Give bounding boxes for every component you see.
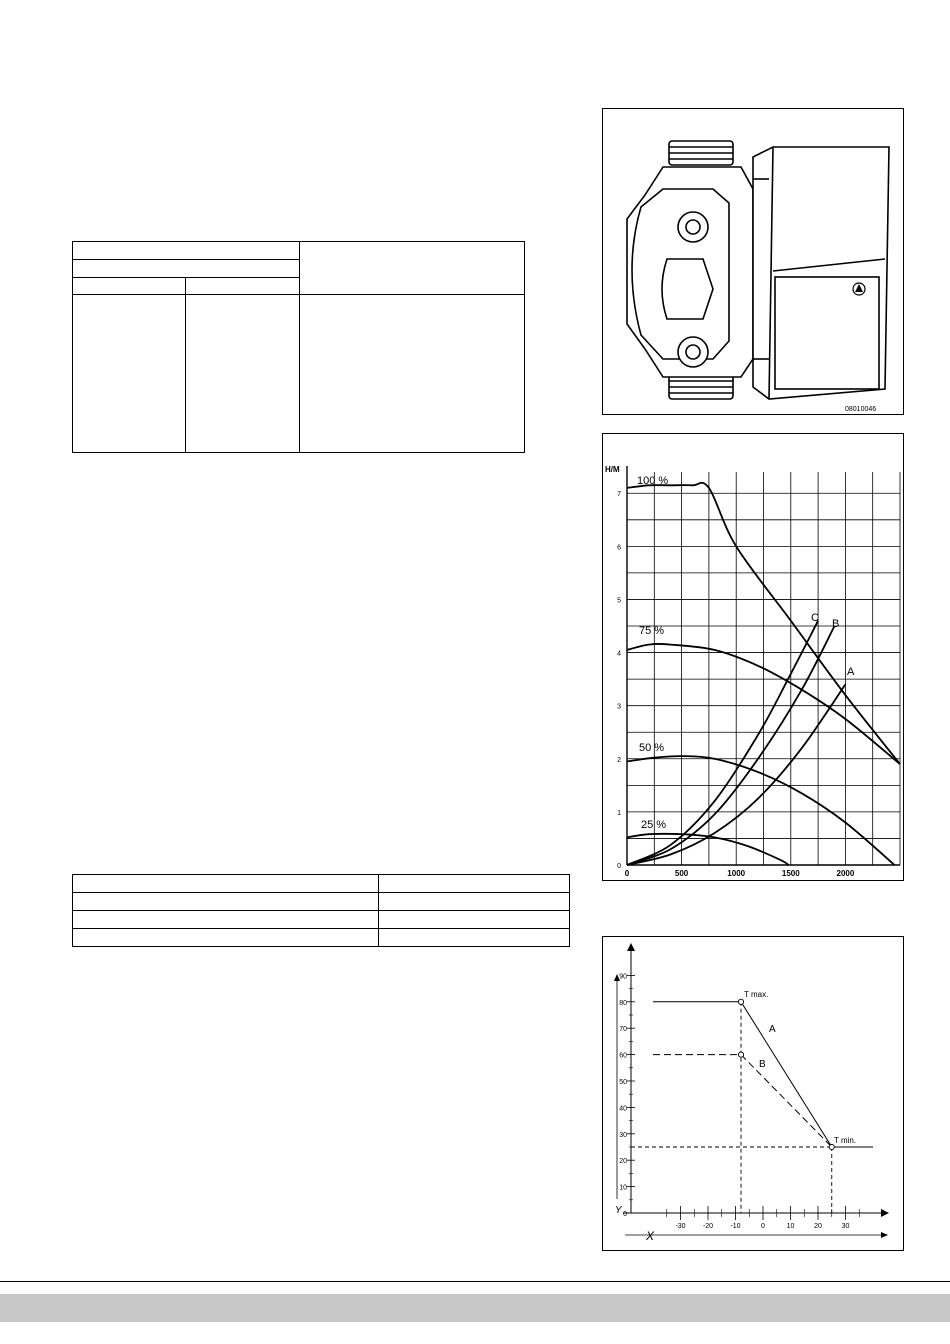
curve-50 — [627, 756, 895, 865]
footer-rule — [0, 1281, 950, 1282]
x-tick-label: -10 — [730, 1223, 741, 1230]
table2-row-cell — [73, 929, 379, 947]
footer-bar — [0, 1294, 950, 1322]
x-tick-label: -20 — [702, 1223, 714, 1230]
y-tick-label: 70 — [619, 1026, 627, 1034]
heating-curve-panel — [602, 936, 904, 1251]
y-tick-label: 40 — [619, 1105, 627, 1113]
pump-curve-chart — [603, 434, 903, 880]
label-75-percent: 75 % — [639, 625, 665, 637]
t-min-annotation: T min. — [834, 1136, 857, 1145]
x-axis-arrow-icon — [881, 1209, 889, 1217]
curve-point-marker — [738, 1052, 743, 1057]
x-tick-label: 2000 — [836, 869, 855, 878]
table2-row-value — [379, 911, 570, 929]
curve-label-c: C — [811, 612, 819, 624]
x-tick-label: 30 — [841, 1223, 850, 1230]
y-axis-label: H/M — [605, 465, 620, 474]
y-axis-arrow-icon — [627, 943, 635, 951]
table2-row-value — [379, 893, 570, 911]
heating-curve-chart — [603, 937, 903, 1250]
spec-table-1 — [72, 241, 525, 453]
table1-col2-header — [186, 278, 299, 295]
pump-curve-panel — [602, 433, 904, 881]
t-max-annotation: T max. — [744, 990, 769, 999]
y-tick-label: 90 — [619, 973, 627, 981]
heating-line-a — [653, 1002, 873, 1147]
spec-table-2 — [72, 874, 570, 947]
line-label-b: B — [759, 1059, 766, 1070]
line-label-a: A — [769, 1024, 776, 1035]
label-50-percent: 50 % — [639, 742, 665, 754]
x-direction-arrow-icon — [881, 1232, 888, 1238]
y-tick-label: 5 — [617, 597, 621, 605]
y-axis-label: Y — [615, 1205, 622, 1216]
curve-label-a: A — [847, 666, 855, 678]
y-tick-label: 4 — [617, 650, 621, 658]
heating-line-b — [653, 1055, 832, 1147]
y-tick-label: 2 — [617, 756, 621, 764]
table1-col3-body — [299, 295, 525, 453]
pump-figure-panel — [602, 108, 904, 415]
y-tick-label: 30 — [619, 1131, 627, 1139]
label-100-percent: 100 % — [637, 475, 669, 487]
y-tick-label: 20 — [619, 1158, 627, 1166]
table1-header-cell — [73, 242, 300, 260]
y-tick-label: 6 — [617, 544, 621, 552]
y-tick-label: 0 — [617, 863, 621, 870]
x-tick-label: 0 — [761, 1223, 765, 1230]
x-tick-label: 20 — [814, 1223, 822, 1230]
curve-label-b: B — [832, 618, 840, 630]
y-tick-label: 0 — [623, 1211, 627, 1218]
table1-col1-header — [73, 278, 186, 295]
y-tick-label: 1 — [617, 809, 621, 817]
label-25-percent: 25 % — [641, 819, 667, 831]
x-tick-label: 500 — [674, 869, 689, 878]
pump-image-code: 08010046 — [845, 406, 877, 413]
table1-col2-body — [186, 295, 299, 453]
y-tick-label: 10 — [619, 1184, 627, 1192]
y-tick-label: 80 — [619, 999, 627, 1007]
x-tick-label: -30 — [675, 1223, 686, 1230]
curve-point-marker — [738, 999, 743, 1004]
y-tick-label: 60 — [619, 1052, 627, 1060]
y-tick-label: 3 — [617, 703, 621, 711]
table2-row-cell — [73, 911, 379, 929]
y-tick-label: 50 — [619, 1079, 627, 1086]
x-tick-label: 0 — [624, 869, 630, 878]
y-tick-label: 7 — [617, 491, 621, 499]
table2-row-cell — [73, 875, 379, 893]
brand-logo-icon — [853, 283, 865, 295]
x-tick-label: 10 — [786, 1223, 795, 1230]
table2-row-value — [379, 929, 570, 947]
pump-illustration — [603, 109, 903, 414]
x-tick-label: 1000 — [727, 869, 746, 878]
x-axis-label: X — [646, 1229, 655, 1243]
curve-point-marker — [829, 1144, 834, 1149]
x-tick-label: 1500 — [781, 869, 800, 878]
table1-subheader-cell — [73, 260, 300, 278]
table1-col1-body — [73, 295, 186, 453]
table2-row-value — [379, 875, 570, 893]
table2-row-cell — [73, 893, 379, 911]
table1-header-right — [299, 242, 525, 295]
